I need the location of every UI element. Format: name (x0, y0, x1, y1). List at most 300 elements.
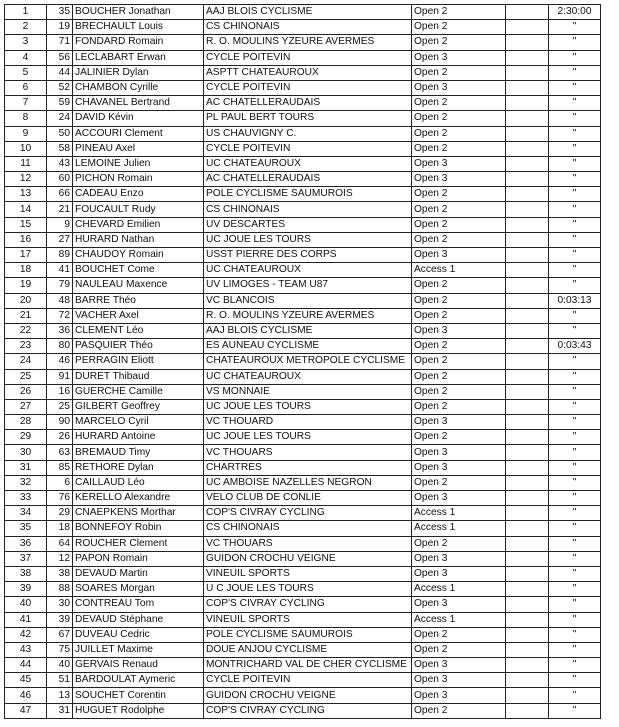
time-cell: " (549, 65, 601, 80)
rank-cell: 35 (5, 521, 47, 536)
category-cell: Open 2 (412, 293, 506, 308)
time-cell: " (549, 642, 601, 657)
table-row (5, 354, 601, 369)
bib-cell: 30 (47, 597, 73, 612)
rider-name-cell: NAULEAU Maxence (73, 278, 204, 293)
rank-cell: 16 (5, 232, 47, 247)
category-cell: Open 3 (412, 415, 506, 430)
rank-cell: 3 (5, 35, 47, 50)
rider-name-cell: HUGUET Rodolphe (73, 703, 204, 718)
table-row (5, 35, 601, 50)
table-row (5, 415, 601, 430)
rider-name-cell: PERRAGIN Eliott (73, 354, 204, 369)
empty-cell (506, 445, 549, 460)
rank-cell: 30 (5, 445, 47, 460)
bib-cell: 36 (47, 323, 73, 338)
rider-name-cell: KERELLO Alexandre (73, 491, 204, 506)
rider-name-cell: BOUCHET Come (73, 263, 204, 278)
category-cell: Open 2 (412, 430, 506, 445)
category-cell: Open 2 (412, 111, 506, 126)
bib-cell: 56 (47, 50, 73, 65)
club-cell: VC THOUARS (204, 536, 412, 551)
empty-cell (506, 551, 549, 566)
rider-name-cell: BRECHAULT Louis (73, 20, 204, 35)
empty-cell (506, 430, 549, 445)
table-row (5, 263, 601, 278)
bib-cell: 80 (47, 339, 73, 354)
rider-name-cell: GILBERT Geoffrey (73, 399, 204, 414)
club-cell: AC CHATELLERAUDAIS (204, 172, 412, 187)
time-cell: 2:30:00 (549, 5, 601, 20)
category-cell: Open 2 (412, 627, 506, 642)
rider-name-cell: GUERCHE Camille (73, 384, 204, 399)
category-cell: Open 2 (412, 308, 506, 323)
category-cell: Open 2 (412, 536, 506, 551)
category-cell: Open 2 (412, 475, 506, 490)
bib-cell: 51 (47, 673, 73, 688)
rider-name-cell: MARCELO Cyril (73, 415, 204, 430)
empty-cell (506, 278, 549, 293)
rank-cell: 29 (5, 430, 47, 445)
rider-name-cell: FOUCAULT Rudy (73, 202, 204, 217)
category-cell: Open 2 (412, 232, 506, 247)
table-row (5, 369, 601, 384)
bib-cell: 21 (47, 202, 73, 217)
bib-cell: 38 (47, 566, 73, 581)
table-row (5, 445, 601, 460)
rank-cell: 25 (5, 369, 47, 384)
rider-name-cell: BOUCHER Jonathan (73, 5, 204, 20)
table-row (5, 384, 601, 399)
empty-cell (506, 96, 549, 111)
rank-cell: 20 (5, 293, 47, 308)
rider-name-cell: DAVID Kévin (73, 111, 204, 126)
rider-name-cell: HURARD Nathan (73, 232, 204, 247)
time-cell: " (549, 506, 601, 521)
rank-cell: 31 (5, 460, 47, 475)
table-row (5, 673, 601, 688)
category-cell: Access 1 (412, 506, 506, 521)
rank-cell: 28 (5, 415, 47, 430)
bib-cell: 71 (47, 35, 73, 50)
club-cell: ASPTT CHATEAUROUX (204, 65, 412, 80)
rider-name-cell: CADEAU Enzo (73, 187, 204, 202)
table-row (5, 126, 601, 141)
club-cell: UC JOUE LES TOURS (204, 399, 412, 414)
results-body (5, 5, 601, 719)
rider-name-cell: FONDARD Romain (73, 35, 204, 50)
rank-cell: 8 (5, 111, 47, 126)
table-row (5, 339, 601, 354)
club-cell: ES AUNEAU CYCLISME (204, 339, 412, 354)
time-cell: " (549, 384, 601, 399)
category-cell: Open 2 (412, 126, 506, 141)
time-cell: " (549, 703, 601, 718)
bib-cell: 59 (47, 96, 73, 111)
empty-cell (506, 202, 549, 217)
table-row (5, 551, 601, 566)
time-cell: " (549, 551, 601, 566)
empty-cell (506, 65, 549, 80)
rank-cell: 47 (5, 703, 47, 718)
rank-cell: 36 (5, 536, 47, 551)
category-cell: Open 2 (412, 642, 506, 657)
category-cell: Open 3 (412, 566, 506, 581)
rank-cell: 40 (5, 597, 47, 612)
category-cell: Open 2 (412, 202, 506, 217)
empty-cell (506, 491, 549, 506)
rank-cell: 43 (5, 642, 47, 657)
time-cell: " (549, 658, 601, 673)
category-cell: Open 2 (412, 369, 506, 384)
rank-cell: 15 (5, 217, 47, 232)
category-cell: Open 2 (412, 141, 506, 156)
time-cell: " (549, 597, 601, 612)
category-cell: Access 1 (412, 263, 506, 278)
table-row (5, 323, 601, 338)
rider-name-cell: CHEVARD Emilien (73, 217, 204, 232)
table-row (5, 308, 601, 323)
empty-cell (506, 35, 549, 50)
rider-name-cell: BARDOULAT Aymeric (73, 673, 204, 688)
rank-cell: 10 (5, 141, 47, 156)
bib-cell: 27 (47, 232, 73, 247)
bib-cell: 29 (47, 506, 73, 521)
table-row (5, 491, 601, 506)
rider-name-cell: CAILLAUD Léo (73, 475, 204, 490)
rank-cell: 24 (5, 354, 47, 369)
empty-cell (506, 308, 549, 323)
table-row (5, 688, 601, 703)
club-cell: CHARTRES (204, 460, 412, 475)
rider-name-cell: DEVAUD Stéphane (73, 612, 204, 627)
category-cell: Open 2 (412, 65, 506, 80)
category-cell: Open 3 (412, 248, 506, 263)
bib-cell: 58 (47, 141, 73, 156)
empty-cell (506, 232, 549, 247)
club-cell: UV DESCARTES (204, 217, 412, 232)
rank-cell: 17 (5, 248, 47, 263)
time-cell: " (549, 217, 601, 232)
category-cell: Open 3 (412, 658, 506, 673)
category-cell: Open 3 (412, 445, 506, 460)
empty-cell (506, 172, 549, 187)
rank-cell: 9 (5, 126, 47, 141)
time-cell: " (549, 688, 601, 703)
time-cell: " (549, 156, 601, 171)
club-cell: COP'S CIVRAY CYCLING (204, 703, 412, 718)
category-cell: Open 2 (412, 217, 506, 232)
time-cell: " (549, 141, 601, 156)
rider-name-cell: ROUCHER Clement (73, 536, 204, 551)
rider-name-cell: SOARES Morgan (73, 582, 204, 597)
bib-cell: 63 (47, 445, 73, 460)
bib-cell: 16 (47, 384, 73, 399)
bib-cell: 18 (47, 521, 73, 536)
category-cell: Open 2 (412, 5, 506, 20)
time-cell: " (549, 521, 601, 536)
empty-cell (506, 627, 549, 642)
rider-name-cell: HURARD Antoine (73, 430, 204, 445)
empty-cell (506, 703, 549, 718)
rider-name-cell: PASQUIER Théo (73, 339, 204, 354)
bib-cell: 31 (47, 703, 73, 718)
rider-name-cell: JUILLET Maxime (73, 642, 204, 657)
time-cell: " (549, 460, 601, 475)
club-cell: U C JOUE LES TOURS (204, 582, 412, 597)
table-row (5, 202, 601, 217)
rider-name-cell: BREMAUD Timy (73, 445, 204, 460)
rider-name-cell: PAPON Romain (73, 551, 204, 566)
table-row (5, 703, 601, 718)
bib-cell: 48 (47, 293, 73, 308)
rider-name-cell: VACHER Axel (73, 308, 204, 323)
table-row (5, 187, 601, 202)
category-cell: Open 3 (412, 491, 506, 506)
rider-name-cell: DEVAUD Martin (73, 566, 204, 581)
rider-name-cell: CLEMENT Léo (73, 323, 204, 338)
time-cell: " (549, 80, 601, 95)
category-cell: Open 3 (412, 172, 506, 187)
club-cell: CYCLE POITEVIN (204, 673, 412, 688)
bib-cell: 46 (47, 354, 73, 369)
club-cell: CS CHINONAIS (204, 202, 412, 217)
table-row (5, 217, 601, 232)
time-cell: " (549, 627, 601, 642)
table-row (5, 293, 601, 308)
table-row (5, 536, 601, 551)
bib-cell: 26 (47, 430, 73, 445)
results-sheet (4, 4, 600, 719)
empty-cell (506, 506, 549, 521)
category-cell: Open 2 (412, 399, 506, 414)
bib-cell: 19 (47, 20, 73, 35)
rider-name-cell: JALINIER Dylan (73, 65, 204, 80)
table-row (5, 156, 601, 171)
club-cell: POLE CYCLISME SAUMUROIS (204, 627, 412, 642)
rider-name-cell: PICHON Romain (73, 172, 204, 187)
bib-cell: 64 (47, 536, 73, 551)
time-cell: " (549, 172, 601, 187)
bib-cell: 40 (47, 658, 73, 673)
rank-cell: 23 (5, 339, 47, 354)
rider-name-cell: ACCOURI Clement (73, 126, 204, 141)
time-cell: " (549, 126, 601, 141)
club-cell: GUIDON CROCHU VEIGNE (204, 551, 412, 566)
bib-cell: 39 (47, 612, 73, 627)
table-row (5, 20, 601, 35)
bib-cell: 41 (47, 263, 73, 278)
time-cell: " (549, 111, 601, 126)
rank-cell: 38 (5, 566, 47, 581)
empty-cell (506, 339, 549, 354)
empty-cell (506, 688, 549, 703)
rank-cell: 5 (5, 65, 47, 80)
club-cell: R. O. MOULINS YZEURE AVERMES (204, 308, 412, 323)
rider-name-cell: CONTREAU Tom (73, 597, 204, 612)
bib-cell: 60 (47, 172, 73, 187)
time-cell: " (549, 566, 601, 581)
empty-cell (506, 521, 549, 536)
rank-cell: 41 (5, 612, 47, 627)
time-cell: " (549, 582, 601, 597)
table-row (5, 96, 601, 111)
empty-cell (506, 460, 549, 475)
club-cell: AC CHATELLERAUDAIS (204, 96, 412, 111)
club-cell: POLE CYCLISME SAUMUROIS (204, 187, 412, 202)
table-row (5, 506, 601, 521)
empty-cell (506, 582, 549, 597)
results-table (4, 4, 601, 719)
bib-cell: 67 (47, 627, 73, 642)
category-cell: Open 3 (412, 551, 506, 566)
category-cell: Open 3 (412, 597, 506, 612)
rank-cell: 13 (5, 187, 47, 202)
category-cell: Open 2 (412, 35, 506, 50)
rank-cell: 1 (5, 5, 47, 20)
empty-cell (506, 111, 549, 126)
bib-cell: 13 (47, 688, 73, 703)
bib-cell: 12 (47, 551, 73, 566)
club-cell: CS CHINONAIS (204, 20, 412, 35)
time-cell: " (549, 612, 601, 627)
club-cell: VC THOUARD (204, 415, 412, 430)
table-row (5, 597, 601, 612)
empty-cell (506, 597, 549, 612)
table-row (5, 399, 601, 414)
empty-cell (506, 187, 549, 202)
rider-name-cell: CHAMBON Cyrille (73, 80, 204, 95)
category-cell: Open 3 (412, 80, 506, 95)
club-cell: COP'S CIVRAY CYCLING (204, 506, 412, 521)
rank-cell: 21 (5, 308, 47, 323)
empty-cell (506, 50, 549, 65)
time-cell: " (549, 491, 601, 506)
table-row (5, 5, 601, 20)
table-row (5, 65, 601, 80)
bib-cell: 91 (47, 369, 73, 384)
rider-name-cell: CHAUDOY Romain (73, 248, 204, 263)
time-cell: " (549, 308, 601, 323)
empty-cell (506, 415, 549, 430)
club-cell: CS CHINONAIS (204, 521, 412, 536)
bib-cell: 66 (47, 187, 73, 202)
bib-cell: 9 (47, 217, 73, 232)
category-cell: Open 2 (412, 20, 506, 35)
empty-cell (506, 566, 549, 581)
empty-cell (506, 263, 549, 278)
bib-cell: 79 (47, 278, 73, 293)
time-cell: " (549, 673, 601, 688)
table-row (5, 612, 601, 627)
empty-cell (506, 80, 549, 95)
time-cell: " (549, 20, 601, 35)
rider-name-cell: GERVAIS Renaud (73, 658, 204, 673)
rider-name-cell: SOUCHET Corentin (73, 688, 204, 703)
empty-cell (506, 156, 549, 171)
time-cell: " (549, 430, 601, 445)
rank-cell: 26 (5, 384, 47, 399)
empty-cell (506, 141, 549, 156)
rank-cell: 33 (5, 491, 47, 506)
club-cell: UC CHATEAUROUX (204, 156, 412, 171)
empty-cell (506, 536, 549, 551)
rider-name-cell: BONNEFOY Robin (73, 521, 204, 536)
time-cell: 0:03:13 (549, 293, 601, 308)
rider-name-cell: BARRE Théo (73, 293, 204, 308)
rider-name-cell: DURET Thibaud (73, 369, 204, 384)
empty-cell (506, 642, 549, 657)
table-row (5, 111, 601, 126)
bib-cell: 24 (47, 111, 73, 126)
rank-cell: 6 (5, 80, 47, 95)
rank-cell: 11 (5, 156, 47, 171)
table-row (5, 232, 601, 247)
empty-cell (506, 20, 549, 35)
rider-name-cell: LECLABART Erwan (73, 50, 204, 65)
bib-cell: 25 (47, 399, 73, 414)
club-cell: DOUE ANJOU CYCLISME (204, 642, 412, 657)
category-cell: Open 2 (412, 354, 506, 369)
club-cell: USST PIERRE DES CORPS (204, 248, 412, 263)
empty-cell (506, 293, 549, 308)
empty-cell (506, 5, 549, 20)
table-row (5, 658, 601, 673)
time-cell: " (549, 187, 601, 202)
empty-cell (506, 384, 549, 399)
rank-cell: 27 (5, 399, 47, 414)
bib-cell: 44 (47, 65, 73, 80)
bib-cell: 6 (47, 475, 73, 490)
table-row (5, 521, 601, 536)
time-cell: " (549, 232, 601, 247)
club-cell: VC BLANCOIS (204, 293, 412, 308)
empty-cell (506, 126, 549, 141)
club-cell: PL PAUL BERT TOURS (204, 111, 412, 126)
category-cell: Open 3 (412, 688, 506, 703)
club-cell: VINEUIL SPORTS (204, 612, 412, 627)
rank-cell: 46 (5, 688, 47, 703)
rank-cell: 2 (5, 20, 47, 35)
time-cell: " (549, 445, 601, 460)
category-cell: Open 3 (412, 460, 506, 475)
bib-cell: 88 (47, 582, 73, 597)
bib-cell: 76 (47, 491, 73, 506)
empty-cell (506, 673, 549, 688)
category-cell: Open 2 (412, 703, 506, 718)
club-cell: VS MONNAIE (204, 384, 412, 399)
table-row (5, 430, 601, 445)
rank-cell: 22 (5, 323, 47, 338)
club-cell: UC JOUE LES TOURS (204, 232, 412, 247)
category-cell: Open 2 (412, 384, 506, 399)
category-cell: Open 3 (412, 323, 506, 338)
rank-cell: 7 (5, 96, 47, 111)
table-row (5, 50, 601, 65)
club-cell: VINEUIL SPORTS (204, 566, 412, 581)
table-row (5, 475, 601, 490)
time-cell: " (549, 354, 601, 369)
rank-cell: 12 (5, 172, 47, 187)
time-cell: 0:03:43 (549, 339, 601, 354)
club-cell: UV LIMOGES - TEAM U87 (204, 278, 412, 293)
category-cell: Access 1 (412, 521, 506, 536)
club-cell: VC THOUARS (204, 445, 412, 460)
category-cell: Open 3 (412, 673, 506, 688)
club-cell: GUIDON CROCHU VEIGNE (204, 688, 412, 703)
time-cell: " (549, 202, 601, 217)
empty-cell (506, 248, 549, 263)
